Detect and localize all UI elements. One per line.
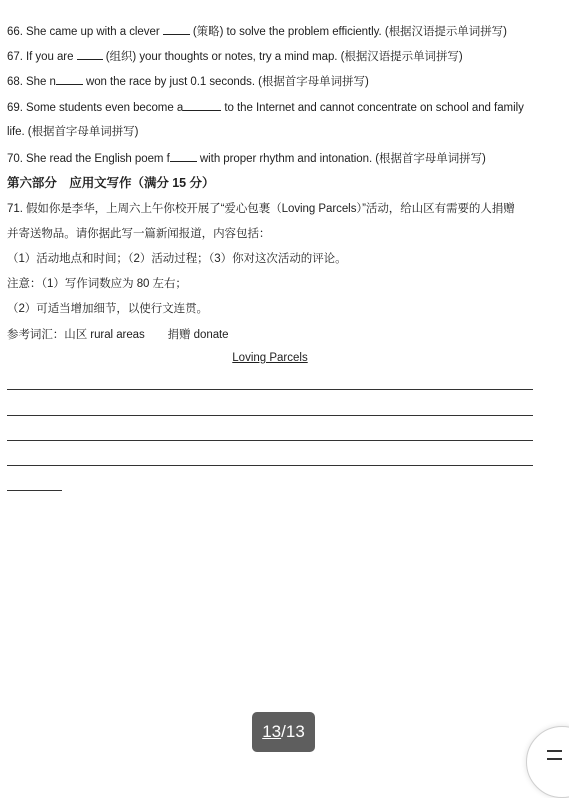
answer-blank xyxy=(77,48,103,60)
answer-blank xyxy=(56,73,83,85)
writing-line xyxy=(7,415,533,416)
answer-blank xyxy=(163,23,190,35)
question-70-text-after: with proper rhythm and intonation. (根据首字母单词拼写) xyxy=(196,153,486,165)
question-66 xyxy=(7,23,507,40)
essay-title: Loving Parcels xyxy=(232,352,308,364)
current-page-number: 13 xyxy=(262,722,282,741)
question-71-prompt: 71. 假如你是李华，上周六上午你校开展了“爱心包裹（Loving Parcels）”活动，给山区有需要的人捐赠 xyxy=(7,203,515,215)
answer-blank xyxy=(170,150,197,162)
total-page-count: 13 xyxy=(285,722,305,741)
question-69-text-before: 69. Some students even become a xyxy=(7,102,184,114)
question-68-text-after: won the race by just 0.1 seconds. (根据首字母单词拼写) xyxy=(82,76,369,88)
question-70 xyxy=(7,150,486,167)
content-points: （1）活动地点和时间；（2）活动过程；（3）你对这次活动的评论。 xyxy=(7,253,347,265)
question-68 xyxy=(7,73,369,90)
section-heading: 第六部分 应用文写作（满分 15 分） xyxy=(7,176,215,190)
question-67-text-before: 67. If you are xyxy=(7,51,77,63)
question-67 xyxy=(7,48,463,65)
question-69-text-after: to the Internet and cannot concentrate on school and family xyxy=(221,102,524,114)
question-69 xyxy=(7,99,524,116)
hamburger-menu-icon xyxy=(547,750,562,752)
note-word-count: 注意：（1）写作词数应为 80 左右； xyxy=(7,278,187,290)
writing-line xyxy=(7,440,533,441)
reference-vocabulary: 参考词汇：山区 rural areas 捐赠 donate xyxy=(7,329,229,341)
page-indicator[interactable] xyxy=(252,712,315,752)
page-separator: / xyxy=(281,722,286,741)
question-71-prompt-continuation: 并寄送物品。请你据此写一篇新闻报道，内容包括： xyxy=(7,228,271,240)
question-68-text-before: 68. She n xyxy=(7,76,56,88)
writing-line-short xyxy=(7,490,62,491)
writing-line xyxy=(7,465,533,466)
answer-blank xyxy=(183,99,221,111)
question-66-text-before: 66. She came up with a clever xyxy=(7,26,163,38)
note-details: （2）可适当增加细节，以使行文连贯。 xyxy=(7,303,208,315)
question-67-text-after: (组织) your thoughts or notes, try a mind map. (根据汉语提示单词拼写) xyxy=(102,51,463,63)
question-69-continuation: life. (根据首字母单词拼写) xyxy=(7,126,139,138)
question-70-text-before: 70. She read the English poem f xyxy=(7,153,170,165)
question-66-text-after: (策略) to solve the problem efficiently. (根据汉语提示单词拼写) xyxy=(189,26,507,38)
writing-line xyxy=(7,389,533,390)
